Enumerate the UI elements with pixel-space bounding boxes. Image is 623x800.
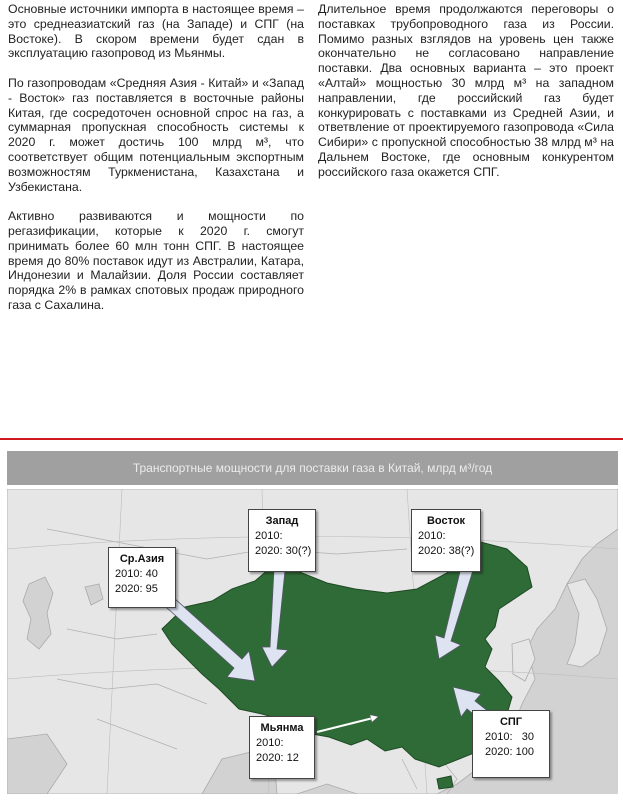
callout-value-2010: 2010: 30 bbox=[485, 731, 534, 743]
paragraph: По газопроводам «Средняя Азия - Китай» и «Запад - Восток» газ поставляется в восточные районы Китая, где сосредоточен основной спрос на газ, а суммарная пропускная способность системы к 2020 г. может достичь 100 млрд м³, что соответствует общим потенциальным экспортным возможностям Туркменистана, Казахстана и Узбекистана. bbox=[8, 75, 304, 194]
callout-srazia bbox=[108, 547, 176, 608]
callout-value-2010: 2010: bbox=[255, 530, 283, 542]
text-column-right bbox=[318, 2, 614, 194]
callout-title: Восток bbox=[426, 515, 466, 527]
callout-zapad bbox=[248, 509, 316, 572]
callout-value-2020: 2020: 100 bbox=[485, 746, 534, 758]
text-column-left bbox=[8, 2, 304, 328]
map-title: Транспортные мощности для поставки газа в Китай, млрд м³/год bbox=[7, 451, 618, 485]
paragraph: Основные источники импорта в настоящее время – это среднеазиатский газ (на Западе) и СПГ (на Востоке). В скором времени будет сдан в эксплуатацию газопровод из Мьянмы. bbox=[8, 2, 304, 61]
callout-value-2010: 2010: bbox=[256, 737, 284, 749]
callout-title: Ср.Азия bbox=[119, 553, 165, 565]
callout-myanma bbox=[249, 716, 315, 779]
callout-value-2010: 2010: bbox=[418, 530, 446, 542]
callout-title: Мьянма bbox=[260, 722, 304, 734]
callout-title: Запад bbox=[265, 515, 299, 527]
callout-value-2020: 2020: 30(?) bbox=[255, 545, 312, 557]
paragraph: Активно развиваются и мощности по регазификации, которые к 2020 г. смогут принимать более 60 млн тонн СПГ. В настоящее время до 80% поставок идут из Австралии, Катара, Индонезии и Малайзии. Доля России составляет порядка 2% в рамках спотовых продаж природного газа с Сахалина. bbox=[8, 209, 304, 312]
callout-value-2020: 2020: 95 bbox=[115, 583, 158, 595]
callout-spg bbox=[472, 710, 550, 778]
callout-title: СПГ bbox=[499, 716, 523, 728]
callout-value-2010: 2010: 40 bbox=[115, 568, 158, 580]
section-divider bbox=[0, 438, 623, 440]
callout-vostok bbox=[411, 509, 481, 572]
paragraph: Длительное время продолжаются переговоры о поставках трубопроводного газа из России. Помимо разных взглядов на уровень цен также окончательно не согласовано направление поставки. Два основных варианта – это проект «Алтай» мощностью 30 млрд м³ на западном направлении, где российский газ будет конкурировать с поставками из Средней Азии, и ответвление от проектируемого газопровода «Сила Сибири» с пропускной способностью 38 млрд м³ на Дальнем Востоке, где основным конкурентом российского газа окажется СПГ. bbox=[318, 2, 614, 179]
callout-value-2020: 2020: 12 bbox=[256, 752, 299, 764]
callout-value-2020: 2020: 38(?) bbox=[418, 545, 475, 557]
